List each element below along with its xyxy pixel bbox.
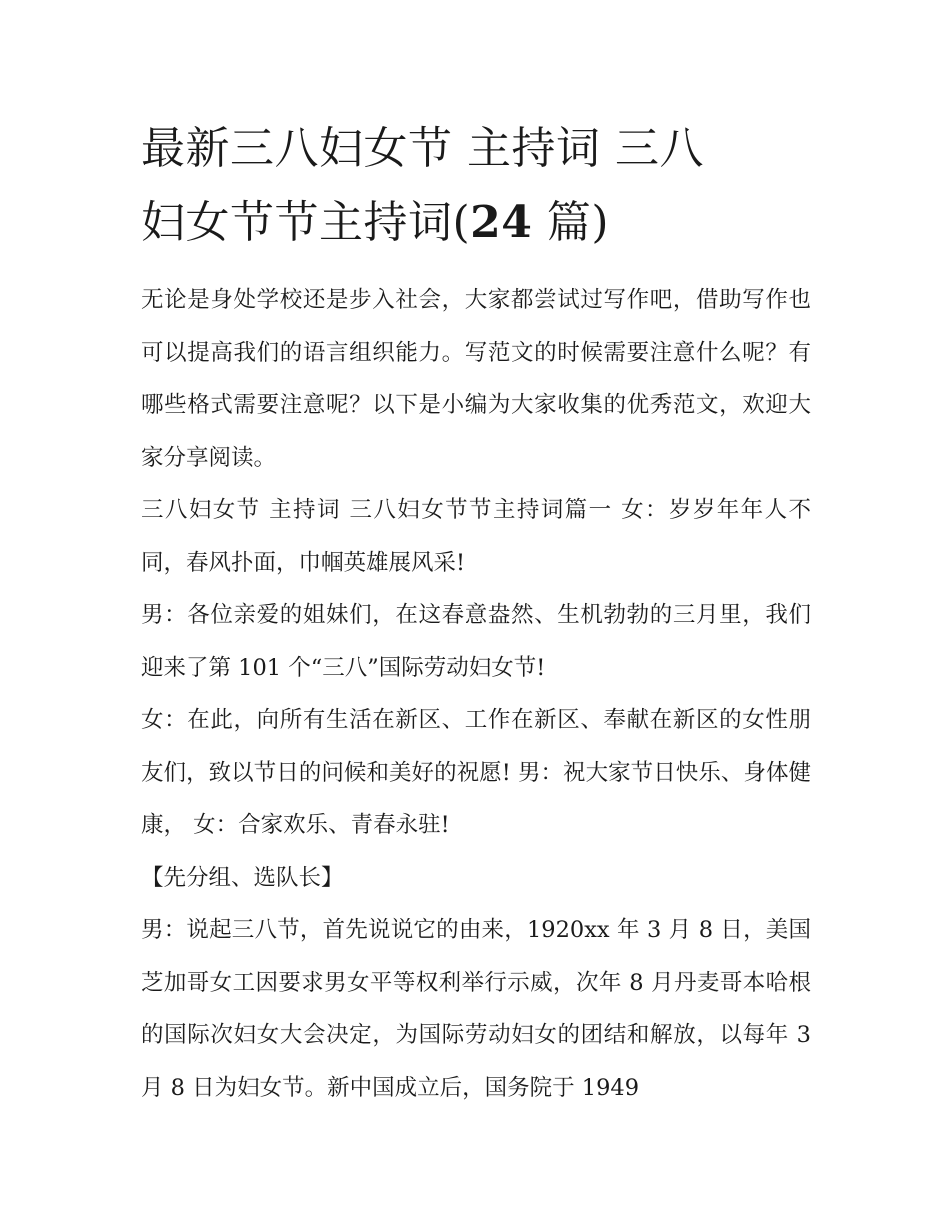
title-line-1: 最新三八妇女节 主持词 三八 [141,123,704,174]
paragraph-history: 男：说起三八节，首先说说它的由来，1920xx 年 3 月 8 日，美国芝加哥女工因要求男女平等权利举行示威，次年 8 月丹麦哥本哈根的国际次妇女大会决定，为国际劳动妇女的团结和解放，以每年 3 月 8 日为妇女节。新中国成立后，国务院于 1949 [141,917,811,1101]
paragraph-section-note: 【先分组、选队长】 [141,864,344,891]
title-count: 24 [470,197,533,248]
document-content [141,112,811,1114]
document-body [141,274,811,1114]
title-line-2-suffix: 篇) [532,197,610,248]
paragraph-part-one-opening: 三八妇女节 主持词 三八妇女节节主持词篇一 女：岁岁年年人不同，春风扑面，巾帼英雄展风采! [141,497,811,576]
paragraph-female-greeting: 女：在此，向所有生活在新区、工作在新区、奉献在新区的女性朋友们，致以节日的问候和美好的祝愿! 男：祝大家节日快乐、身体健康， 女：合家欢乐、青春永驻! [141,707,811,838]
title-line-2 [141,186,811,260]
document-title [141,112,811,260]
paragraph-male-greeting: 男：各位亲爱的姐妹们，在这春意盎然、生机勃勃的三月里，我们迎来了第 101 个“三八”国际劳动妇女节! [141,602,811,681]
title-line-2-prefix: 妇女节节主持词( [141,197,471,248]
paragraph-intro: 无论是身处学校还是步入社会，大家都尝试过写作吧，借助写作也可以提高我们的语言组织能力。写范文的时候需要注意什么呢？有哪些格式需要注意呢？以下是小编为大家收集的优秀范文，欢迎大家分享阅读。 [141,287,811,471]
